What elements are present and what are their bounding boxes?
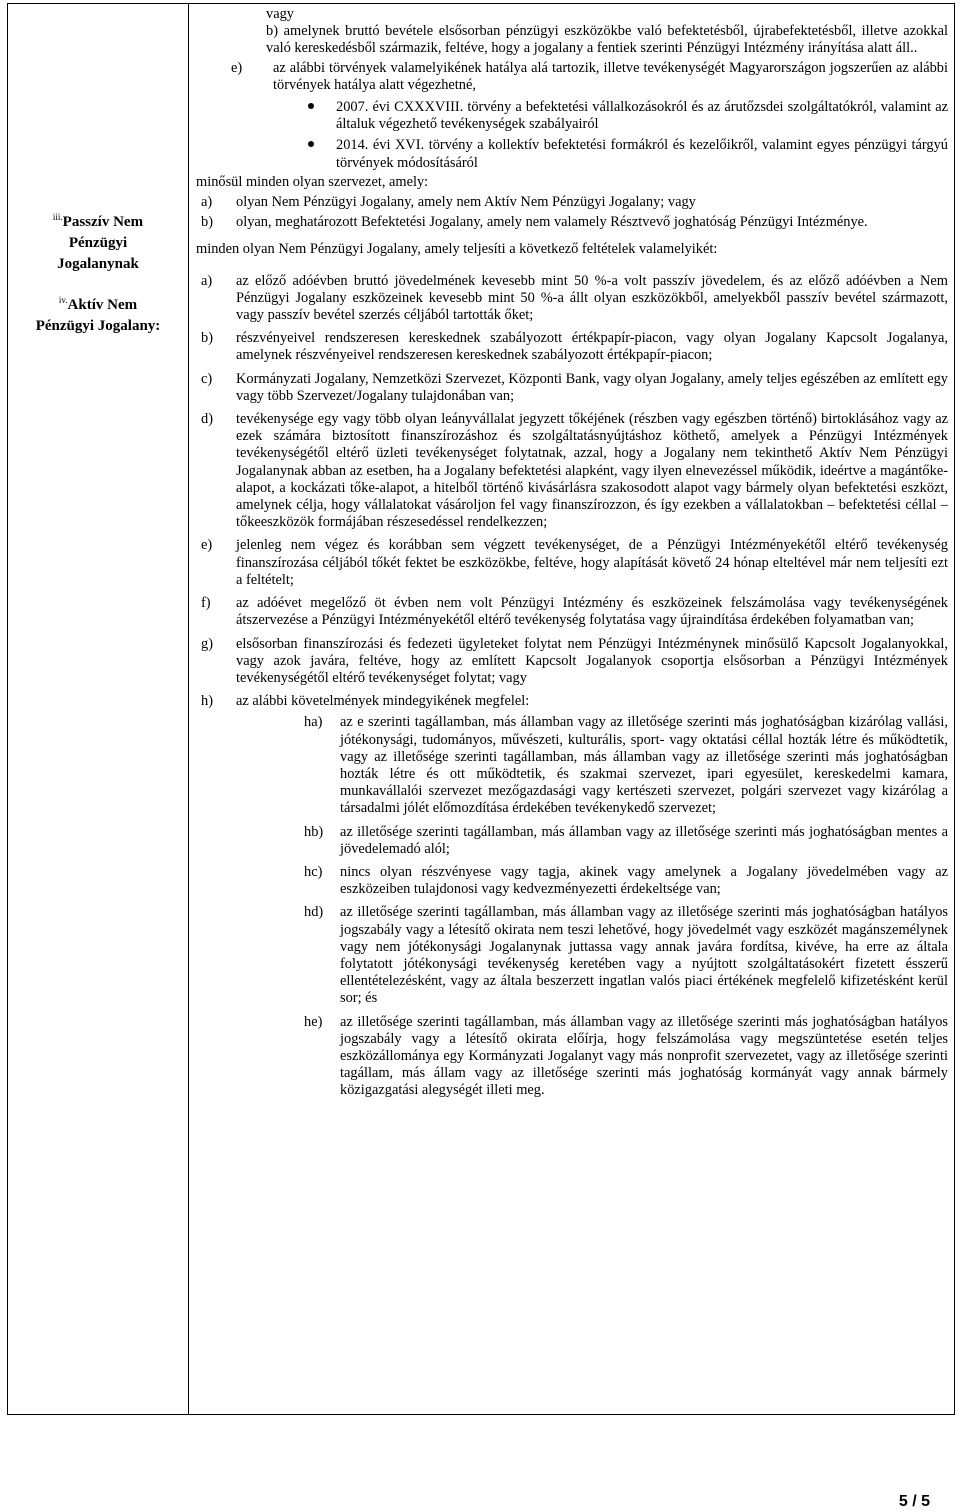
sub-item: [304, 1014, 948, 1100]
active-item: [196, 273, 948, 325]
sub-item: [304, 824, 948, 858]
item-text: Kormányzati Jogalany, Nemzetközi Szervezet, Központi Bank, vagy olyan Jogalany, amely teljes egészében az említett egy vagy több Szervezet/Jogalany tulajdonában van;: [236, 370, 948, 404]
item-label: g): [201, 635, 213, 652]
item-label: c): [201, 370, 213, 387]
bullet-item: [196, 99, 948, 133]
term-number: iii.: [52, 212, 63, 222]
term-line: Pénzügyi Jogalany:: [35, 318, 161, 334]
item-text: az illetősége szerinti tagállamban, más államban vagy az illetősége szerinti más joghatóságban hatályos jogszabály vagy a létesítő okirata előírja, hogy felszámolása vagy megszüntetése esetén teljes eszközállománya egy Kormányzati Jogalanyt vagy más nonprofit szervezetet, vagy az illetősége szerinti tagállam, más állam vagy az illetősége szerinti más joghatóság kormányát vagy annak bármely közigazgatási alegységét illeti meg.: [340, 1013, 948, 1099]
item-label: ha): [304, 714, 323, 731]
item-label: hd): [304, 904, 324, 921]
active-list: [196, 273, 948, 711]
definition-content: [196, 6, 948, 1100]
active-item: [196, 537, 948, 589]
item-text: részvényeivel rendszeresen kereskednek szabályozott értékpapír-piacon, vagy olyan Jogalany Kapcsolt Jogalanya, amelynek részvényeivel rendszeresen kereskednek szabályozott értékpapír-piacon;: [236, 330, 948, 364]
term-active-nfe: [10, 295, 186, 337]
item-text: az alábbi követelmények mindegyikének megfelel:: [236, 693, 530, 710]
term-number: iv.: [58, 295, 68, 305]
active-intro: minden olyan Nem Pénzügyi Jogalany, amely teljesíti a következő feltételek valamelyikét:: [196, 241, 718, 258]
active-item: [196, 411, 948, 531]
passive-item: [196, 194, 948, 211]
item-label: he): [304, 1013, 323, 1030]
item-text: az adóévet megelőző öt évben nem volt Pénzügyi Intézmény és eszközeinek felszámolása vagy tevékenységének átszervezése a Pénzügyi Intézményekétől eltérő tevékenység folytatása vagy újraindítása érdekében folyamatban van;: [236, 595, 948, 629]
item-label: hb): [304, 823, 324, 840]
term-line: Passzív Nem: [62, 214, 144, 230]
item-text: az illetősége szerinti tagállamban, más államban vagy az illetősége szerinti más joghatóságban hatályos jogszabály vagy a létesítő okirata nem teszi lehetővé, hogy jövedelmét vagy eszközét magánszemélynek vagy nem jótékonysági Jogalanynak juttassa vagy annak javára fordítsa, kivéve, ha erre az általa folytatott jótékonysági tevékenység keretében vagy a nyújtott szolgáltatásokért fizetett ésszerű ellentételezésként, vagy az általa beszerzett ingatlan valós piaci értékének megfelelő kifizetésként kerül sor; és: [340, 904, 948, 1007]
term-line: Jogalanynak: [57, 256, 139, 272]
sub-item: [304, 714, 948, 817]
item-text: jelenleg nem végez és korábban sem végzett tevékenységet, de a Pénzügyi Intézményekétől eltérő tevékenység finanszírozása céljából tőkét fektet be eszközökbe, feltéve, hogy alapítását követő 24 hónap elteltével már nem teljesíti ezt a feltételt;: [236, 537, 948, 588]
active-item: [196, 636, 948, 688]
item-label: e): [231, 59, 243, 76]
item-label: a): [201, 194, 213, 211]
item-text: olyan, meghatározott Befektetési Jogalany, amely nem valamely Résztvevő joghatóság Pénzügyi Intézménye.: [236, 214, 868, 231]
bullet-text: 2014. évi XVI. törvény a kollektív befektetési formákról és kezelőikről, valamint egyes pénzügyi tárgyú törvények módosításáról: [336, 137, 948, 171]
item-text: az illetősége szerinti tagállamban, más államban vagy az illetősége szerinti más joghatóságban mentes a jövedelemadó alól;: [340, 823, 948, 857]
bullet-text: 2007. évi CXXXVIII. törvény a befektetési vállalkozásokról és az árutőzsdei szolgáltatókról, valamint az általuk végezhető tevékenységek szabályairól: [336, 99, 948, 133]
active-item: [196, 330, 948, 364]
or-text: vagy: [266, 6, 294, 22]
sub-list: [196, 714, 948, 1099]
item-label: hc): [304, 863, 323, 880]
item-text: az előző adóévben bruttó jövedelmének kevesebb mint 50 %-a volt passzív jövedelem, és az előző adóévben a Nem Pénzügyi Jogalany eszközeinek kevesebb mint 50 %-a állt olyan eszközökből, amelyekből passzív bevétel származott, vagy passzív bevétel szerzés céljából tartották őket;: [236, 272, 948, 324]
item-text: tevékenysége egy vagy több olyan leányvállalat jegyzett tőkéjének (részben vagy egészben történő) birtoklásához vagy az ezek számára biztosított finanszírozáshoz és szolgáltatásnyújtáshoz köthető, amelyek a Pénzügyi Intézmények tevékenységétől eltérő üzleti tevékenységet folytatnak, azzal, hogy a Jogalany nem tekinthető Aktív Nem Pénzügyi Jogalanynak abban az esetben, ha a Jogalany befektetési alapként, vagy ilyen elnevezéssel működik, ideértve a magántőke-alapot, a kockázati tőke-alapot, a hitelből történő kivásárlásra szakosodott alapot vagy bármely olyan befektetési eszközt, amelynek célja, hogy vállalatokat vásároljon fel vagy finanszírozzon, és így ezekben a vállalatokban – befektetési céllal – tőkeeszközök formájában részesedéssel rendelkezzen;: [236, 411, 948, 531]
item-label: h): [201, 693, 213, 710]
item-text: olyan Nem Pénzügyi Jogalany, amely nem Aktív Nem Pénzügyi Jogalany; vagy: [236, 194, 696, 211]
item-label: b): [201, 214, 213, 231]
bullet-icon: [308, 103, 314, 109]
term-line: Aktív Nem: [67, 297, 138, 313]
active-item: [196, 693, 948, 710]
sub-item: [304, 864, 948, 898]
sub-item: [304, 904, 948, 1007]
active-item: [196, 371, 948, 405]
item-text: nincs olyan részvényese vagy tagja, akinek vagy amelynek a Jogalany jövedelmében vagy az eszközeiben tulajdonosi vagy kedvezményezetti érdekeltsége van;: [340, 863, 948, 898]
item-text: az e szerinti tagállamban, más államban vagy az illetősége szerinti más joghatóságban kizárólag vallási, jótékonysági, tudományos, művészeti, kulturális, sport- vagy oktatási céllal hozták létre és működtetik, vagy az illetősége szerinti tagállamban, más államban vagy az illetősége szerinti más joghatóságban hozták létre és ott működtetik, és szakmai szervezet, ipari egyesület, kereskedelmi kamara, munkavállalói szervezet mezőgazdasági vagy kertészeti szervezet, polgári szervezet vagy kizárólag a társadalmi jólét előmozdítása érdekében tevékenykedő szervezet;: [340, 714, 948, 817]
term-line: Pénzügyi: [68, 235, 128, 251]
item-label: b): [201, 330, 213, 347]
column-divider: [188, 3, 189, 1415]
item-e: [196, 60, 948, 94]
term-passive-nfe: [10, 212, 186, 275]
bullet-item: [196, 137, 948, 171]
item-text: elsősorban finanszírozási és fedezeti ügyleteket folytat nem Pénzügyi Intézménynek minősülő Kapcsolt Jogalanyokkal, vagy azok javára, feltéve, hogy az említett Kapcsolt Jogalanyok csoportja elsősorban a Pénzügyi Intézmények tevékenységétől eltérő tevékenységet folytat; vagy: [236, 635, 948, 686]
active-item: [196, 595, 948, 629]
item-label: f): [201, 595, 211, 612]
item-label: d): [201, 411, 213, 428]
passive-item: [196, 214, 948, 231]
item-label: e): [201, 537, 213, 554]
item-label: a): [201, 272, 213, 289]
passive-intro: minősül minden olyan szervezet, amely:: [196, 173, 429, 190]
item-text: az alábbi törvények valamelyikének hatálya alá tartozik, illetve tevékenységét Magyarországon jogszerűen az alábbi törvények hatálya alatt végezhetné,: [273, 59, 948, 93]
page-number: 5 / 5: [898, 1493, 930, 1510]
bullet-icon: [308, 141, 314, 147]
top-block: [196, 6, 948, 58]
paragraph-b: b) amelynek bruttó bevétele elsősorban pénzügyi eszközökbe való befektetésből, újrabefektetésből, illetve azokkal való kereskedésből származik, feltéve, hogy a jogalany a fentiek szerinti Pénzügyi Intézmény irányítása alatt áll..: [266, 23, 948, 57]
